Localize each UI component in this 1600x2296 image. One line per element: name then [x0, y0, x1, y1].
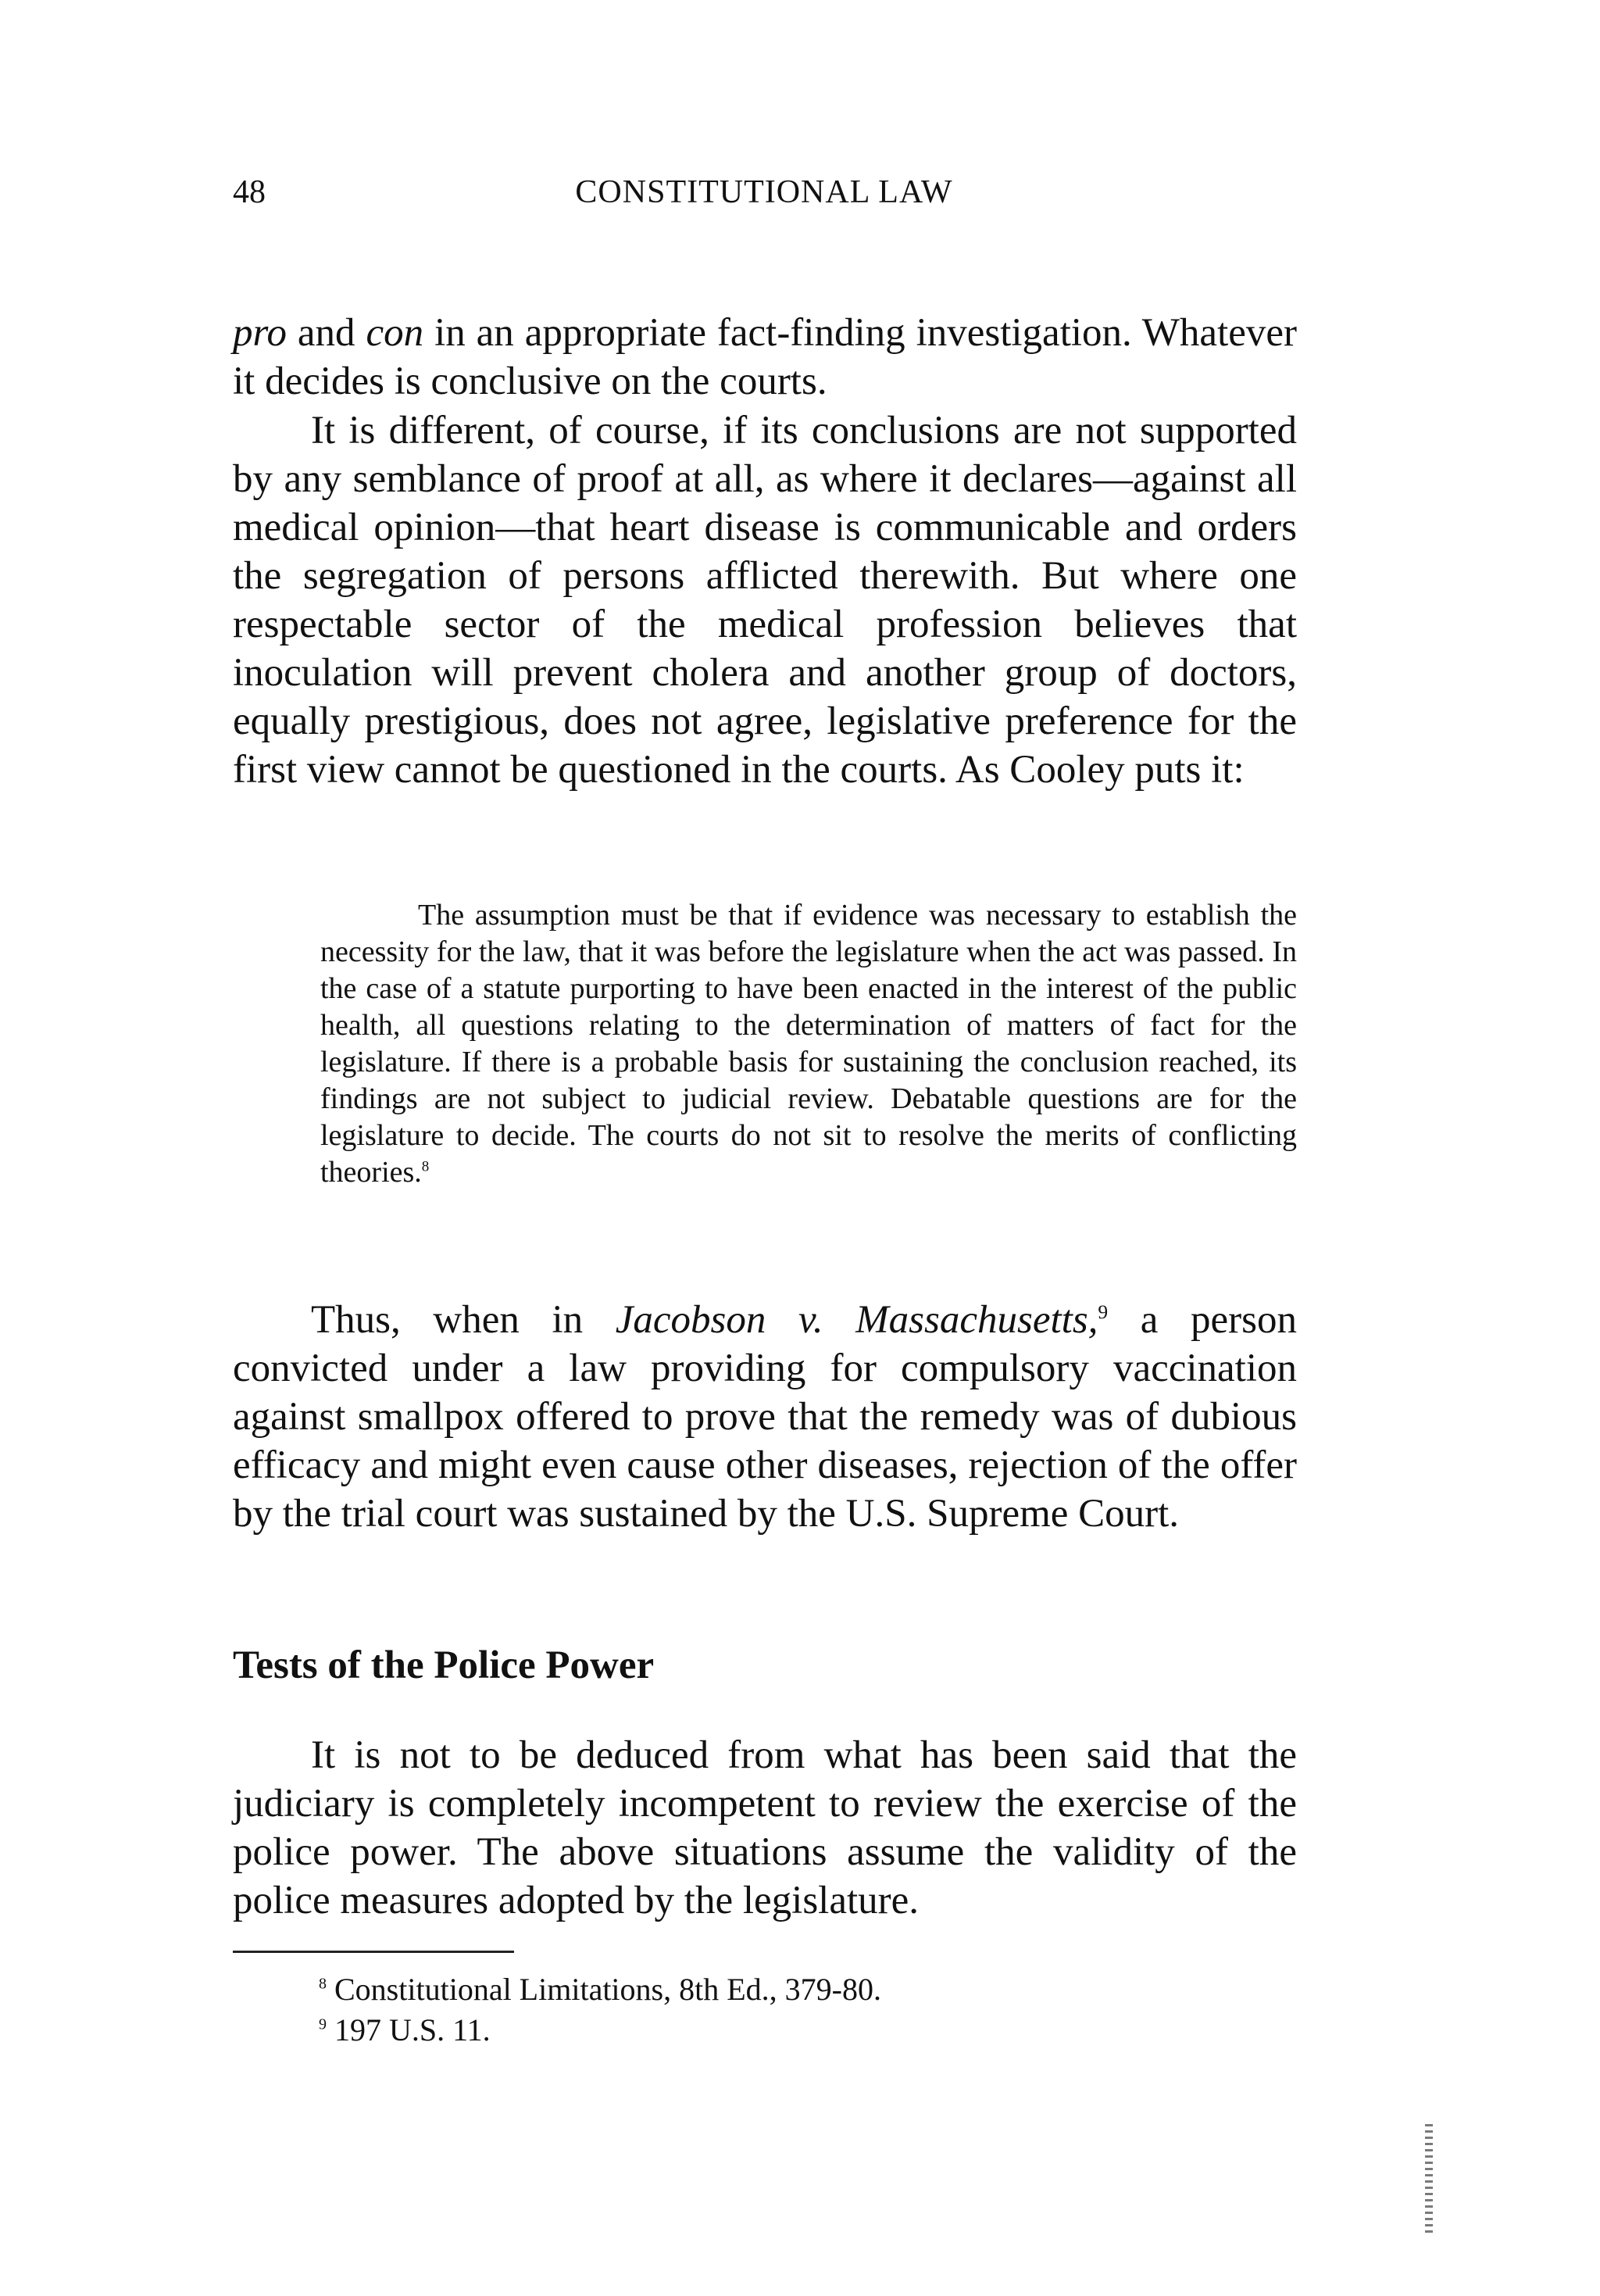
- case-name: Jacobson v. Massachusetts,: [615, 1298, 1098, 1342]
- page-number: 48: [233, 174, 266, 210]
- footnotes: [319, 1969, 881, 2051]
- block-quote-text: The assumption must be that if evidence was necessary to establish the necessity for the law, that it was before the legislature when the act was passed. In the case of a statute purporting to have been enacted in the interest of the public health, all questions relating to the determination of matters of fact for the legislature. If there is a probable basis for sustaining the conclusion reached, its findings are not subject to judicial review. Debatable questions are for the legislature to decide. The courts do not sit to resolve the merits of conflicting theories.: [320, 899, 1297, 1189]
- italic-con: con: [366, 311, 424, 355]
- footnote-8: [319, 1969, 881, 2010]
- footnote-9: [319, 2010, 881, 2051]
- footnote-number: 8: [319, 1975, 327, 1993]
- paragraph-2: [233, 406, 1297, 794]
- paragraph-4-text: It is not to be deduced from what has been said that the judiciary is completely incompetent to review the exercise of the police power. The above situations assume the validity of the police measures adopted by the legislature.: [233, 1733, 1297, 1922]
- running-title: CONSTITUTIONAL LAW: [575, 174, 953, 210]
- footnote-ref-9[interactable]: 9: [1098, 1300, 1109, 1323]
- block-quote: [320, 897, 1297, 1191]
- paragraph-3-text: a person convicted under a law providing for compulsory vaccination against smallpox offered to prove that the remedy was of dubious efficacy and might even cause other diseases, rejection of the offer by the trial court was sustained by the U.S. Supreme Court.: [233, 1298, 1297, 1536]
- scan-artifact: [1425, 2124, 1433, 2233]
- italic-pro: pro: [233, 311, 287, 355]
- paragraph-1: [233, 309, 1297, 406]
- footnote-ref-8[interactable]: 8: [421, 1158, 430, 1175]
- running-head: [233, 173, 1295, 220]
- footnote-text: Constitutional Limitations, 8th Ed., 379-80.: [327, 1972, 881, 2007]
- footnote-divider: [233, 1951, 514, 1953]
- section-heading: Tests of the Police Power: [233, 1643, 655, 1687]
- paragraph-3-lead: Thus, when in: [311, 1298, 616, 1342]
- paragraph-3: [233, 1296, 1297, 1538]
- paragraph-4: [233, 1731, 1297, 1925]
- footnote-text: 197 U.S. 11.: [327, 2012, 491, 2047]
- paragraph-1-text: in an appropriate fact-finding investigation. Whatever it decides is conclusive on the courts.: [233, 311, 1297, 403]
- paragraph-1-and: and: [286, 311, 366, 355]
- footnote-number: 9: [319, 2015, 327, 2033]
- paragraph-2-text: It is different, of course, if its conclusions are not supported by any semblance of proof at all, as where it declares—against all medical opinion—that heart disease is communicable and orders the segregation of persons afflicted therewith. But where one respectable sector of the medical profession believes that inoculation will prevent cholera and another group of doctors, equally prestigious, does not agree, legislative preference for the first view cannot be questioned in the courts. As Cooley puts it:: [233, 409, 1297, 792]
